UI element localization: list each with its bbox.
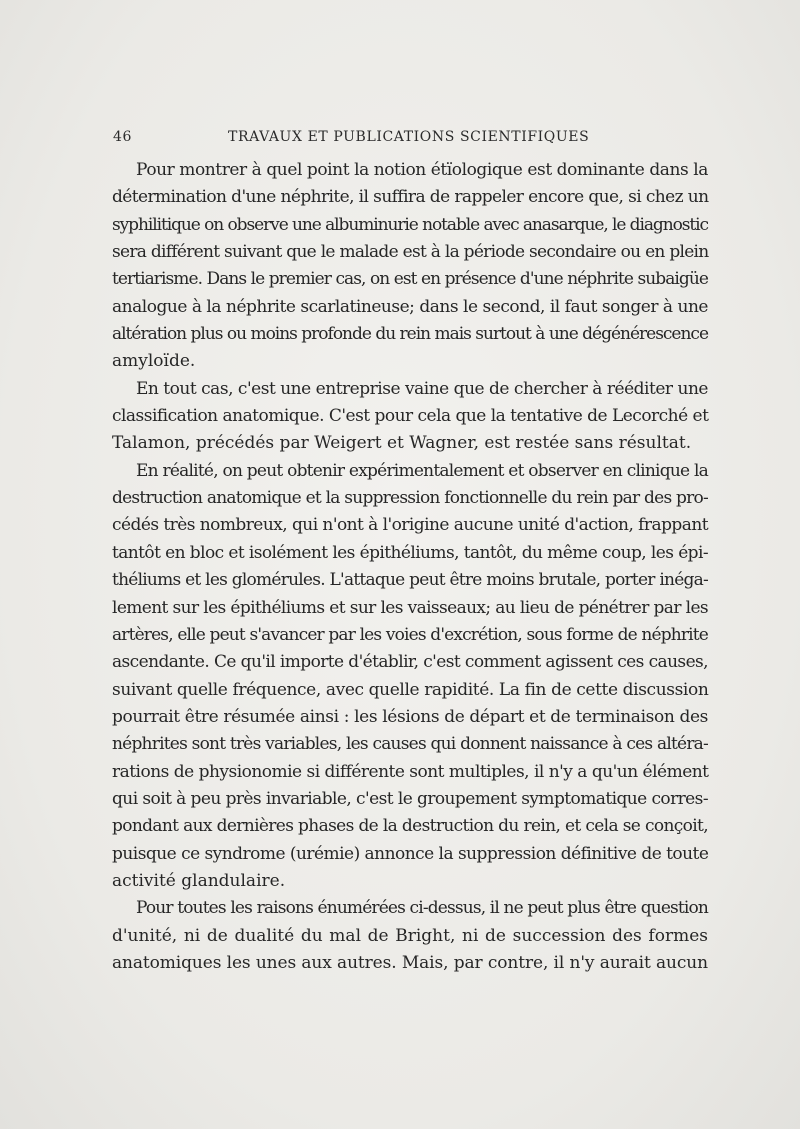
- body-text: [112, 157, 708, 977]
- text-line: classification anatomique. C'est pour cela que la tentative de Lecorché et: [112, 406, 709, 427]
- text-line: syphilitique on observe une albuminurie notable avec anasarque, le diagnostic: [112, 214, 708, 235]
- text-line: anatomiques les unes aux autres. Mais, par contre, il n'y aurait aucun: [112, 952, 708, 973]
- text-line: puisque ce syndrome (urémie) annonce la suppression définitive de toute: [112, 843, 709, 864]
- text-line: tertiarisme. Dans le premier cas, on est en présence d'une néphrite subaigüe: [112, 269, 708, 290]
- text-line: Pour montrer à quel point la notion étïologique est dominante dans la: [136, 160, 708, 180]
- text-line: Talamon, précédés par Weigert et Wagner, est restée sans résultat.: [112, 433, 692, 454]
- text-line: théliums et les glomérules. L'attaque peut être moins brutale, porter inéga-: [112, 570, 708, 591]
- text-line: destruction anatomique et la suppression fonctionnelle du rein par des pro-: [112, 488, 708, 509]
- text-line: amyloïde.: [112, 351, 196, 372]
- running-title: TRAVAUX ET PUBLICATIONS SCIENTIFIQUES: [228, 129, 590, 145]
- text-line: En tout cas, c'est une entreprise vaine que de chercher à rééditer une: [136, 378, 708, 399]
- text-line: activité glandulaire.: [112, 870, 286, 891]
- paragraph: [112, 157, 708, 376]
- text-line: En réalité, on peut obtenir expérimentalement et observer en clinique la: [136, 460, 708, 481]
- paragraph: [112, 376, 708, 458]
- text-line: d'unité, ni de dualité du mal de Bright, ni de succession des formes: [112, 925, 708, 946]
- text-line: cédés très nombreux, qui n'ont à l'origine aucune unité d'action, frappant: [112, 515, 708, 536]
- text-line: analogue à la néphrite scarlatineuse; dans le second, il faut songer à une: [112, 296, 708, 317]
- text-line: rations de physionomie si différente sont multiples, il n'y a qu'un élément: [112, 761, 709, 782]
- text-line: artères, elle peut s'avancer par les voies d'excrétion, sous forme de néphrite: [112, 624, 708, 645]
- text-line: néphrites sont très variables, les causes qui donnent naissance à ces altéra-: [112, 734, 708, 755]
- text-line: ascendante. Ce qu'il importe d'établir, c'est comment agissent ces causes,: [112, 652, 708, 673]
- text-line: détermination d'une néphrite, il suffira de rappeler encore que, si chez un: [112, 187, 709, 208]
- page-header: [113, 129, 713, 151]
- paragraph: [112, 458, 708, 896]
- text-line: Pour toutes les raisons énumérées ci-dessus, il ne peut plus être question: [136, 898, 708, 919]
- page-number: 46: [113, 129, 133, 145]
- text-line: altération plus ou moins profonde du rein mais surtout à une dégénérescence: [112, 324, 708, 345]
- paragraph: [112, 895, 708, 977]
- text-line: lement sur les épithéliums et sur les vaisseaux; au lieu de pénétrer par les: [112, 597, 708, 618]
- text-line: pourrait être résumée ainsi : les lésions de départ et de terminaison des: [112, 706, 708, 727]
- text-line: qui soit à peu près invariable, c'est le groupement symptomatique corres-: [112, 788, 708, 809]
- text-line: tantôt en bloc et isolément les épithéliums, tantôt, du même coup, les épi-: [112, 542, 708, 563]
- text-line: sera différent suivant que le malade est à la période secondaire ou en plein: [112, 242, 709, 263]
- text-line: suivant quelle fréquence, avec quelle rapidité. La fin de cette discussion: [112, 679, 709, 700]
- text-line: pondant aux dernières phases de la destruction du rein, et cela se conçoit,: [112, 816, 708, 837]
